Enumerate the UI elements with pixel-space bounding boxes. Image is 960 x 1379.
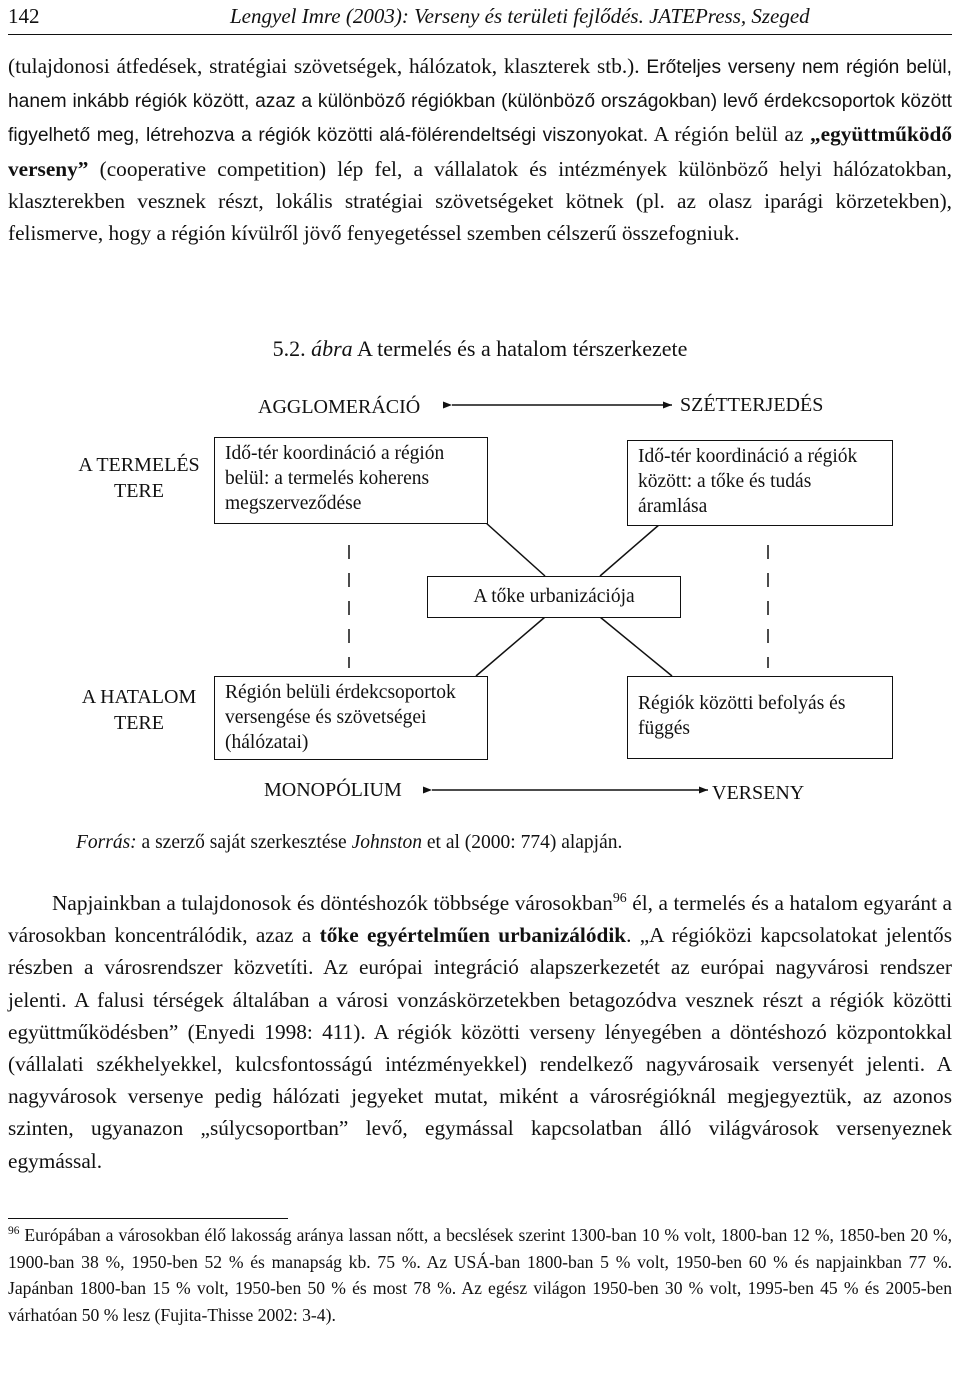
connector-tl-center (485, 522, 545, 576)
para2-text-b: él, a termelés és a hatalom egyaránt a városokban koncentrálódik, azaz a (8, 891, 952, 948)
para1-text-serif: (tulajdonosi átfedések, stratégiai szövetségek, hálózatok, klaszterek stb.). (8, 54, 647, 78)
label-agglomeracio: AGGLOMERÁCIÓ (258, 396, 421, 418)
footnote-96 (8, 1222, 952, 1328)
para2-bold-term: tőke egyértelműen urbanizálódik (319, 923, 627, 948)
box-interest-groups-in-region: Régión belüli érdekcsoportok versengése és szövetségei (hálózatai) (214, 676, 488, 760)
box-time-space-within-region: Idő-tér koordináció a régión belül: a termelés koherens megszerveződése (214, 437, 488, 524)
paragraph-2 (8, 887, 952, 1177)
footnote-text: Európában a városokban élő lakosság aránya lassan nőtt, a becslések szerint 1300-ban 10 % volt, 1800-ban 12 %, 1850-ben 20 %, 1900-ban 38 %, 1950-ben 52 % és manapság kb. 75 %. Az USÁ-ban 1800-ban 5 % volt, 1950-ben 60 % és napjainkban 77 %. Japánban 1800-ban 15 % volt, 1950-ben 50 % és most 78 %. Az egész világon 1950-ben 30 % volt, 1995-ben 45 % és 2005-ben várhatóan 50 % lesz (Fujita-Thisse 2002: 3-4). (8, 1225, 952, 1325)
label-termeles-tere: A TERMELÉS TERE (78, 454, 200, 502)
para1-text-b: (cooperative competition) lép fel, a vállalatok és intézmények különböző helyi hálózatokban, klaszterekben vesznek részt, lokális stratégiai szövetségeket kötnek (pl. az olasz iparági körzetekben), felismerve, hogy a régión kívülről jövő fenyegetéssel szemben célszerű összefogniuk. (8, 156, 952, 246)
connector-center-br (600, 617, 672, 676)
figure-source (76, 832, 622, 854)
para1-text-a: A régión belül az (648, 122, 811, 147)
figure-title: A termelés és a hatalom térszerkezete (356, 336, 688, 361)
footnote-rule (8, 1218, 288, 1219)
label-hatalom-tere: A HATALOM TERE (81, 686, 197, 734)
para1-text-sans: Erőteljes verseny nem régión belül, hanem inkább régiók között, azaz a különböző régiókban (különböző országokban) levő érdekcsoportok között figyelhető meg, létrehozva a régiók közötti alá-fölérendeltségi viszonyokat. (8, 57, 952, 147)
connector-center-bl (476, 617, 545, 676)
box-capital-urbanization: A tőke urbanizációja (427, 576, 681, 618)
connector-tr-center (600, 524, 660, 576)
source-author: Johnston (351, 832, 423, 853)
page-number: 142 (8, 4, 40, 28)
footnote-number: 96 (8, 1225, 20, 1238)
running-title: Lengyel Imre (2003): Verseny és területi fejlődés. JATEPress, Szeged (230, 4, 810, 28)
figure-number: 5.2. (272, 336, 306, 361)
label-verseny: VERSENY (712, 782, 805, 804)
para2-text-a: Napjainkban a tulajdonosok és döntéshozók többsége városokban (52, 891, 613, 915)
label-szetterjedes: SZÉTTERJEDÉS (680, 394, 824, 416)
label-monopolium: MONOPÓLIUM (264, 779, 402, 801)
footnote-ref-96[interactable]: 96 (612, 889, 627, 905)
source-text-2: et al (2000: 774) alapján. (422, 832, 623, 853)
box-influence-between-regions: Régiók közötti befolyás és függés (627, 676, 893, 759)
figure-abra: ábra (311, 336, 353, 361)
para1-bold-term: „együttműködő verseny” (8, 122, 953, 181)
para2-text-c: . „A régióközi kapcsolatokat jelentős részben a városrendszer közvetíti. Az európai integráció alapszerkezetét az európai nagyvárosi rendszer jelenti. A falusi térségek általában a városi vonzáskörzetekben betagozódva vesznek részt a régiók közötti együttműködésben” (Enyedi 1998: 411). A régiók közötti verseny lényegében a döntéshozó központokkal (vállalati székhelyekkel, kulcsfontosságú intézményekkel) rendelkező nagyvárosaik versenyét jelenti. A nagyvárosok versenye pedig hálózati jegyeket mutat, miként a városrégióknál megjegyeztük, az azonos szinten, ugyanazon „súlycsoportban” levő, egymással kapcsolatban álló világvárosok versenyeznek egymással. (8, 923, 952, 1173)
box-time-space-between-regions: Idő-tér koordináció a régiók között: a tőke és tudás áramlása (627, 440, 893, 526)
source-label: Forrás: (76, 832, 137, 853)
source-text-1: a szerző saját szerkesztése (136, 832, 352, 853)
